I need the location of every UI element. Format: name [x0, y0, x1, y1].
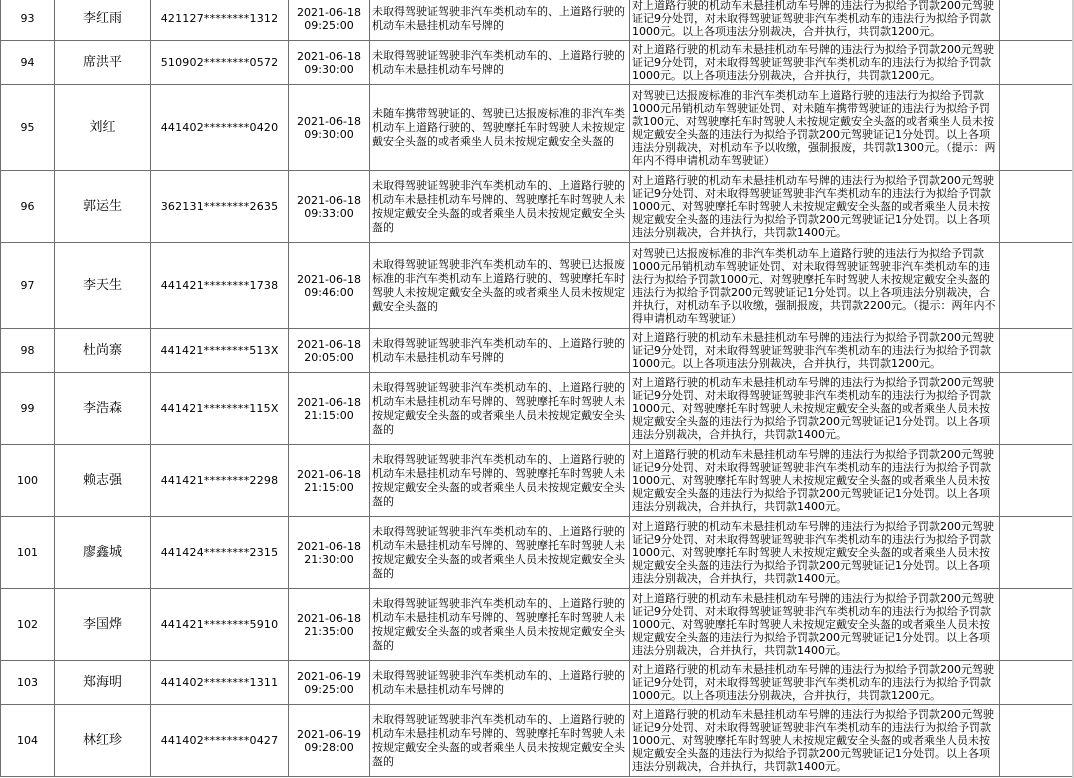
violation-datetime [289, 517, 370, 589]
id-number: 441424********2315 [151, 517, 289, 589]
table-row [1, 0, 1074, 41]
violation-datetime [289, 329, 370, 373]
violation-description: 未取得驾驶证驾驶非汽车类机动车的、上道路行驶的机动车未悬挂机动车号牌的、驾驶摩托车时驾驶人未按规定戴安全头盔的或者乘坐人员未按规定戴安全头盔的 [370, 445, 630, 517]
penalty-decision: 对上道路行驶的机动车未悬挂机动车号牌的违法行为拟给予罚款200元驾驶证记9分处罚，对未取得驾驶证驾驶非汽车类机动车的违法行为拟给予罚款1000元。以上各项违法分别裁决，合并执行，共罚款1200元。 [630, 41, 1000, 85]
row-number: 100 [1, 445, 55, 517]
violation-time: 20:05:00 [304, 350, 354, 364]
violation-datetime [289, 243, 370, 329]
penalty-decision: 对上道路行驶的机动车未悬挂机动车号牌的违法行为拟给予罚款200元驾驶证记9分处罚、对未取得驾驶证驾驶非汽车类机动车的违法行为拟给予罚款1000元、对驾驶摩托车时驾驶人未按规定戴安全头盔的或者乘坐人员未按规定戴安全头盔的违法行为拟给予罚款200元驾驶证记1分处罚。以上各项违法分别裁决，合并执行，共罚款1400元。 [630, 171, 1000, 243]
violation-date: 2021-06-18 [297, 467, 361, 481]
violation-datetime [289, 661, 370, 705]
row-number: 99 [1, 373, 55, 445]
row-number: 97 [1, 243, 55, 329]
penalty-decision: 对上道路行驶的机动车未悬挂机动车号牌的违法行为拟给予罚款200元驾驶证记9分处罚，对未取得驾驶证驾驶非汽车类机动车的违法行为拟给予罚款1000元。以上各项违法分别裁决，合并执行，共罚款1200元。 [630, 329, 1000, 373]
violation-datetime [289, 171, 370, 243]
person-name: 郑海明 [55, 661, 151, 705]
violation-datetime [289, 41, 370, 85]
row-number: 96 [1, 171, 55, 243]
violation-date: 2021-06-19 [297, 727, 361, 741]
blank-cell [1000, 171, 1074, 243]
blank-cell [1000, 85, 1074, 171]
id-number: 441421********1738 [151, 243, 289, 329]
violation-datetime [289, 589, 370, 661]
violation-description: 未取得驾驶证驾驶非汽车类机动车的、上道路行驶的机动车未悬挂机动车号牌的、驾驶摩托车时驾驶人未按规定戴安全头盔的或者乘坐人员未按规定戴安全头盔的 [370, 517, 630, 589]
violation-date: 2021-06-18 [297, 395, 361, 409]
table-row [1, 85, 1074, 171]
violation-description: 未取得驾驶证驾驶非汽车类机动车的、上道路行驶的机动车未悬挂机动车号牌的 [370, 329, 630, 373]
row-number: 95 [1, 85, 55, 171]
penalty-decision: 对上道路行驶的机动车未悬挂机动车号牌的违法行为拟给予罚款200元驾驶证记9分处罚、对未取得驾驶证驾驶非汽车类机动车的违法行为拟给予罚款1000元、对驾驶摩托车时驾驶人未按规定戴安全头盔的或者乘坐人员未按规定戴安全头盔的违法行为拟给予罚款200元驾驶证记1分处罚。以上各项违法分别裁决，合并执行，共罚款1400元。 [630, 445, 1000, 517]
violation-description: 未取得驾驶证驾驶非汽车类机动车的、上道路行驶的机动车未悬挂机动车号牌的 [370, 661, 630, 705]
blank-cell [1000, 0, 1074, 41]
table-row [1, 589, 1074, 661]
violation-time: 09:46:00 [304, 285, 354, 299]
id-number: 441402********0427 [151, 705, 289, 777]
person-name: 李浩森 [55, 373, 151, 445]
violation-description: 未取得驾驶证驾驶非汽车类机动车的、上道路行驶的机动车未悬挂机动车号牌的、驾驶摩托车时驾驶人未按规定戴安全头盔的或者乘坐人员未按规定戴安全头盔的 [370, 373, 630, 445]
violation-date: 2021-06-18 [297, 337, 361, 351]
violation-time: 09:30:00 [304, 62, 354, 76]
table-row [1, 41, 1074, 85]
violation-date: 2021-06-19 [297, 669, 361, 683]
blank-cell [1000, 705, 1074, 777]
table-row [1, 373, 1074, 445]
person-name: 赖志强 [55, 445, 151, 517]
violation-datetime [289, 0, 370, 41]
violation-description: 未取得驾驶证驾驶非汽车类机动车的、上道路行驶的机动车未悬挂机动车号牌的 [370, 0, 630, 41]
violation-date: 2021-06-18 [297, 272, 361, 286]
penalty-decision: 对上道路行驶的机动车未悬挂机动车号牌的违法行为拟给予罚款200元驾驶证记9分处罚，对未取得驾驶证驾驶非汽车类机动车的违法行为拟给予罚款1000元。以上各项违法分别裁决，合并执行，共罚款1200元。 [630, 0, 1000, 41]
row-number: 101 [1, 517, 55, 589]
violation-time: 21:30:00 [304, 552, 354, 566]
violation-datetime [289, 85, 370, 171]
row-number: 102 [1, 589, 55, 661]
violation-date: 2021-06-18 [297, 539, 361, 553]
blank-cell [1000, 661, 1074, 705]
blank-cell [1000, 329, 1074, 373]
penalty-decision: 对上道路行驶的机动车未悬挂机动车号牌的违法行为拟给予罚款200元驾驶证记9分处罚、对未取得驾驶证驾驶非汽车类机动车的违法行为拟给予罚款1000元、对驾驶摩托车时驾驶人未按规定戴安全头盔的或者乘坐人员未按规定戴安全头盔的违法行为拟给予罚款200元驾驶证记1分处罚。以上各项违法分别裁决，合并执行，共罚款1400元。 [630, 373, 1000, 445]
penalty-decision: 对上道路行驶的机动车未悬挂机动车号牌的违法行为拟给予罚款200元驾驶证记9分处罚、对未取得驾驶证驾驶非汽车类机动车的违法行为拟给予罚款1000元、对驾驶摩托车时驾驶人未按规定戴安全头盔的或者乘坐人员未按规定戴安全头盔的违法行为拟给予罚款200元驾驶证记1分处罚。以上各项违法分别裁决，合并执行，共罚款1400元。 [630, 589, 1000, 661]
id-number: 441402********0420 [151, 85, 289, 171]
id-number: 441421********2298 [151, 445, 289, 517]
id-number: 510902********0572 [151, 41, 289, 85]
violation-time: 21:35:00 [304, 624, 354, 638]
id-number: 421127********1312 [151, 0, 289, 41]
violation-time: 09:25:00 [304, 682, 354, 696]
table-row [1, 445, 1074, 517]
person-name: 林红珍 [55, 705, 151, 777]
violation-time: 09:30:00 [304, 127, 354, 141]
violation-time: 09:28:00 [304, 740, 354, 754]
penalty-decision: 对上道路行驶的机动车未悬挂机动车号牌的违法行为拟给予罚款200元驾驶证记9分处罚、对未取得驾驶证驾驶非汽车类机动车的违法行为拟给予罚款1000元、对驾驶摩托车时驾驶人未按规定戴安全头盔的或者乘坐人员未按规定戴安全头盔的违法行为拟给予罚款200元驾驶证记1分处罚。以上各项违法分别裁决，合并执行，共罚款1400元。 [630, 705, 1000, 777]
id-number: 362131********2635 [151, 171, 289, 243]
person-name: 杜尚寨 [55, 329, 151, 373]
violation-datetime [289, 705, 370, 777]
violation-description: 未取得驾驶证驾驶非汽车类机动车的、上道路行驶的机动车未悬挂机动车号牌的、驾驶摩托车时驾驶人未按规定戴安全头盔的或者乘坐人员未按规定戴安全头盔的 [370, 705, 630, 777]
violation-date: 2021-06-18 [297, 5, 361, 19]
table-row [1, 517, 1074, 589]
violation-time: 21:15:00 [304, 480, 354, 494]
violation-time: 09:25:00 [304, 18, 354, 32]
violation-time: 09:33:00 [304, 206, 354, 220]
violation-description: 未随车携带驾驶证的、驾驶已达报废标准的非汽车类机动车上道路行驶的、驾驶摩托车时驾驶人未按规定戴安全头盔的或者乘坐人员未按规定戴安全头盔的 [370, 85, 630, 171]
violation-datetime [289, 373, 370, 445]
person-name: 李红雨 [55, 0, 151, 41]
violation-description: 未取得驾驶证驾驶非汽车类机动车的、上道路行驶的机动车未悬挂机动车号牌的 [370, 41, 630, 85]
person-name: 刘红 [55, 85, 151, 171]
violation-date: 2021-06-18 [297, 193, 361, 207]
penalty-decision: 对驾驶已达报废标准的非汽车类机动车上道路行驶的违法行为拟给予罚款1000元吊销机动车驾驶证处罚、对未随车携带驾驶证的违法行为拟给予罚款100元、对驾驶摩托车时驾驶人未按规定戴安全头盔的或者乘坐人员未按规定戴安全头盔的违法行为拟给予罚款200元驾驶证记1分处罚。以上各项违法分别裁决，对机动车予以收缴，强制报废，共罚款1300元。（提示：两年内不得申请机动车驾驶证） [630, 85, 1000, 171]
table-row [1, 171, 1074, 243]
row-number: 103 [1, 661, 55, 705]
id-number: 441421********513X [151, 329, 289, 373]
person-name: 李天生 [55, 243, 151, 329]
row-number: 98 [1, 329, 55, 373]
violation-description: 未取得驾驶证驾驶非汽车类机动车的、上道路行驶的机动车未悬挂机动车号牌的、驾驶摩托车时驾驶人未按规定戴安全头盔的或者乘坐人员未按规定戴安全头盔的 [370, 589, 630, 661]
violation-date: 2021-06-18 [297, 611, 361, 625]
blank-cell [1000, 445, 1074, 517]
violation-date: 2021-06-18 [297, 114, 361, 128]
row-number: 104 [1, 705, 55, 777]
penalty-decision: 对驾驶已达报废标准的非汽车类机动车上道路行驶的违法行为拟给予罚款1000元吊销机动车驾驶证处罚、对未取得驾驶证驾驶非汽车类机动车的违法行为拟给予罚款1000元、对驾驶摩托车时驾驶人未按规定戴安全头盔的违法行为拟给予罚款200元驾驶证记1分处罚。以上各项违法分别裁决，合并执行，对机动车予以收缴，强制报废，共罚款2200元。（提示：两年内不得申请机动车驾驶证） [630, 243, 1000, 329]
row-number: 93 [1, 0, 55, 41]
blank-cell [1000, 41, 1074, 85]
id-number: 441421********115X [151, 373, 289, 445]
id-number: 441402********1311 [151, 661, 289, 705]
table-row [1, 329, 1074, 373]
blank-cell [1000, 517, 1074, 589]
blank-cell [1000, 373, 1074, 445]
row-number: 94 [1, 41, 55, 85]
violation-datetime [289, 445, 370, 517]
table-row [1, 661, 1074, 705]
penalty-decision: 对上道路行驶的机动车未悬挂机动车号牌的违法行为拟给予罚款200元驾驶证记9分处罚、对未取得驾驶证驾驶非汽车类机动车的违法行为拟给予罚款1000元、对驾驶摩托车时驾驶人未按规定戴安全头盔的或者乘坐人员未按规定戴安全头盔的违法行为拟给予罚款200元驾驶证记1分处罚。以上各项违法分别裁决，合并执行，共罚款1400元。 [630, 517, 1000, 589]
violation-time: 21:15:00 [304, 408, 354, 422]
penalty-decision: 对上道路行驶的机动车未悬挂机动车号牌的违法行为拟给予罚款200元驾驶证记9分处罚，对未取得驾驶证驾驶非汽车类机动车的违法行为拟给予罚款1000元。以上各项违法分别裁决，合并执行，共罚款1200元。 [630, 661, 1000, 705]
violation-description: 未取得驾驶证驾驶非汽车类机动车的、驾驶已达报废标准的非汽车类机动车上道路行驶的、驾驶摩托车时驾驶人未按规定戴安全头盔的或者乘坐人员未按规定戴安全头盔的 [370, 243, 630, 329]
violation-description: 未取得驾驶证驾驶非汽车类机动车的、上道路行驶的机动车未悬挂机动车号牌的、驾驶摩托车时驾驶人未按规定戴安全头盔的或者乘坐人员未按规定戴安全头盔的 [370, 171, 630, 243]
person-name: 郭运生 [55, 171, 151, 243]
person-name: 席洪平 [55, 41, 151, 85]
person-name: 廖鑫城 [55, 517, 151, 589]
table-row [1, 243, 1074, 329]
blank-cell [1000, 243, 1074, 329]
blank-cell [1000, 589, 1074, 661]
violation-date: 2021-06-18 [297, 49, 361, 63]
table-row [1, 705, 1074, 777]
id-number: 441421********5910 [151, 589, 289, 661]
person-name: 李国烨 [55, 589, 151, 661]
